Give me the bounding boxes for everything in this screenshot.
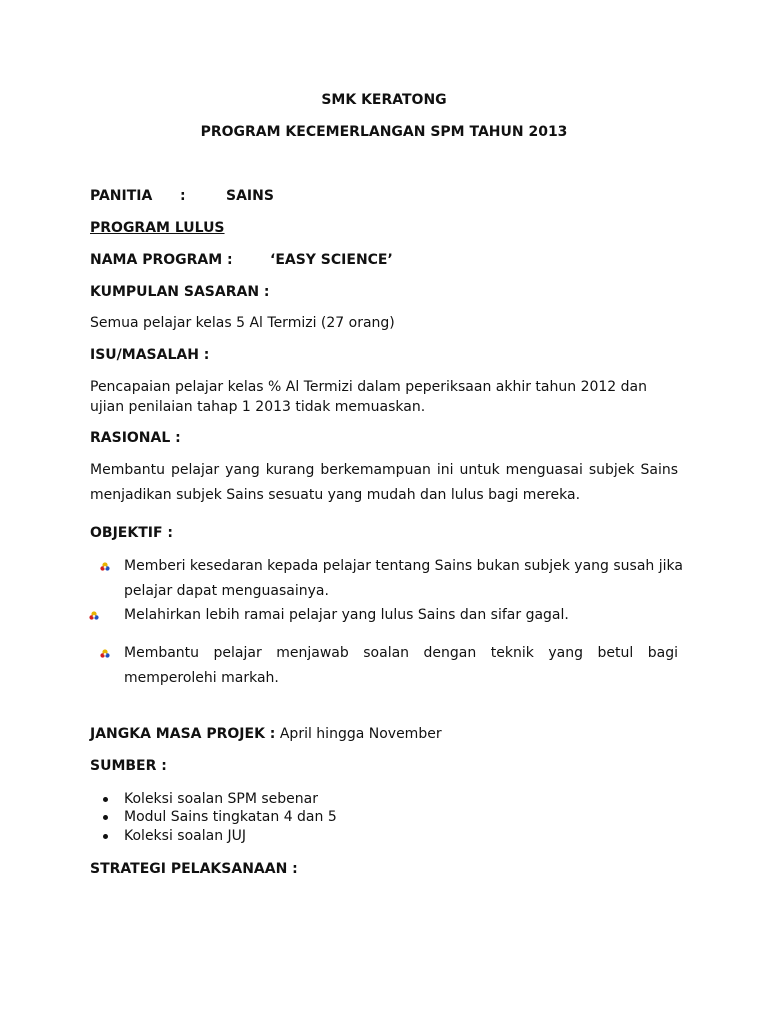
jangka-masa-row xyxy=(90,725,442,743)
kumpulan-sasaran-text: Semua pelajar kelas 5 Al Termizi (27 orang) xyxy=(90,315,395,331)
jangka-masa-value: April hingga November xyxy=(279,726,442,742)
flower-bullet-icon xyxy=(100,562,110,572)
flower-bullet-icon xyxy=(89,611,99,621)
flower-bullet-icon xyxy=(100,649,110,659)
panitia-label: PANITIA xyxy=(90,188,153,204)
panitia-value: SAINS xyxy=(226,188,274,204)
school-title: SMK KERATONG xyxy=(321,92,447,108)
isu-masalah-line-1: Pencapaian pelajar kelas % Al Termizi dalam peperiksaan akhir tahun 2012 dan xyxy=(90,379,647,395)
round-bullet-icon xyxy=(103,834,108,839)
sumber-label: SUMBER : xyxy=(90,758,167,774)
objektif-item-1-line-2: pelajar dapat menguasainya. xyxy=(124,583,329,599)
objektif-item-3-line-1: Membantu pelajar menjawab soalan dengan teknik yang betul bagi xyxy=(124,645,678,661)
kumpulan-sasaran-label: KUMPULAN SASARAN : xyxy=(90,284,270,300)
panitia-colon: : xyxy=(180,188,186,204)
round-bullet-icon xyxy=(103,797,108,802)
rasional-line-2: menjadikan subjek Sains sesuatu yang mudah dan lulus bagi mereka. xyxy=(90,487,581,503)
section-heading-program-lulus: PROGRAM LULUS xyxy=(90,220,225,236)
objektif-item-3-line-2: memperolehi markah. xyxy=(124,670,279,686)
rasional-line-1: Membantu pelajar yang kurang berkemampuan ini untuk menguasai subjek Sains xyxy=(90,462,678,478)
nama-program-label: NAMA PROGRAM : xyxy=(90,252,233,268)
objektif-item-1-line-1: Memberi kesedaran kepada pelajar tentang Sains bukan subjek yang susah jika xyxy=(124,558,683,574)
program-title: PROGRAM KECEMERLANGAN SPM TAHUN 2013 xyxy=(200,124,568,140)
strategi-pelaksanaan-label: STRATEGI PELAKSANAAN : xyxy=(90,861,298,877)
sumber-item-3: Koleksi soalan JUJ xyxy=(124,828,247,844)
sumber-item-1: Koleksi soalan SPM sebenar xyxy=(124,791,318,807)
sumber-item-2: Modul Sains tingkatan 4 dan 5 xyxy=(124,809,337,825)
jangka-masa-label: JANGKA MASA PROJEK : xyxy=(90,726,276,742)
nama-program-value: ‘EASY SCIENCE’ xyxy=(270,252,393,268)
isu-masalah-line-2: ujian penilaian tahap 1 2013 tidak memuaskan. xyxy=(90,399,426,415)
isu-masalah-label: ISU/MASALAH : xyxy=(90,347,210,363)
round-bullet-icon xyxy=(103,815,108,820)
rasional-label: RASIONAL : xyxy=(90,430,181,446)
objektif-label: OBJEKTIF : xyxy=(90,525,173,541)
objektif-item-2-line-1: Melahirkan lebih ramai pelajar yang lulus Sains dan sifar gagal. xyxy=(124,607,569,623)
